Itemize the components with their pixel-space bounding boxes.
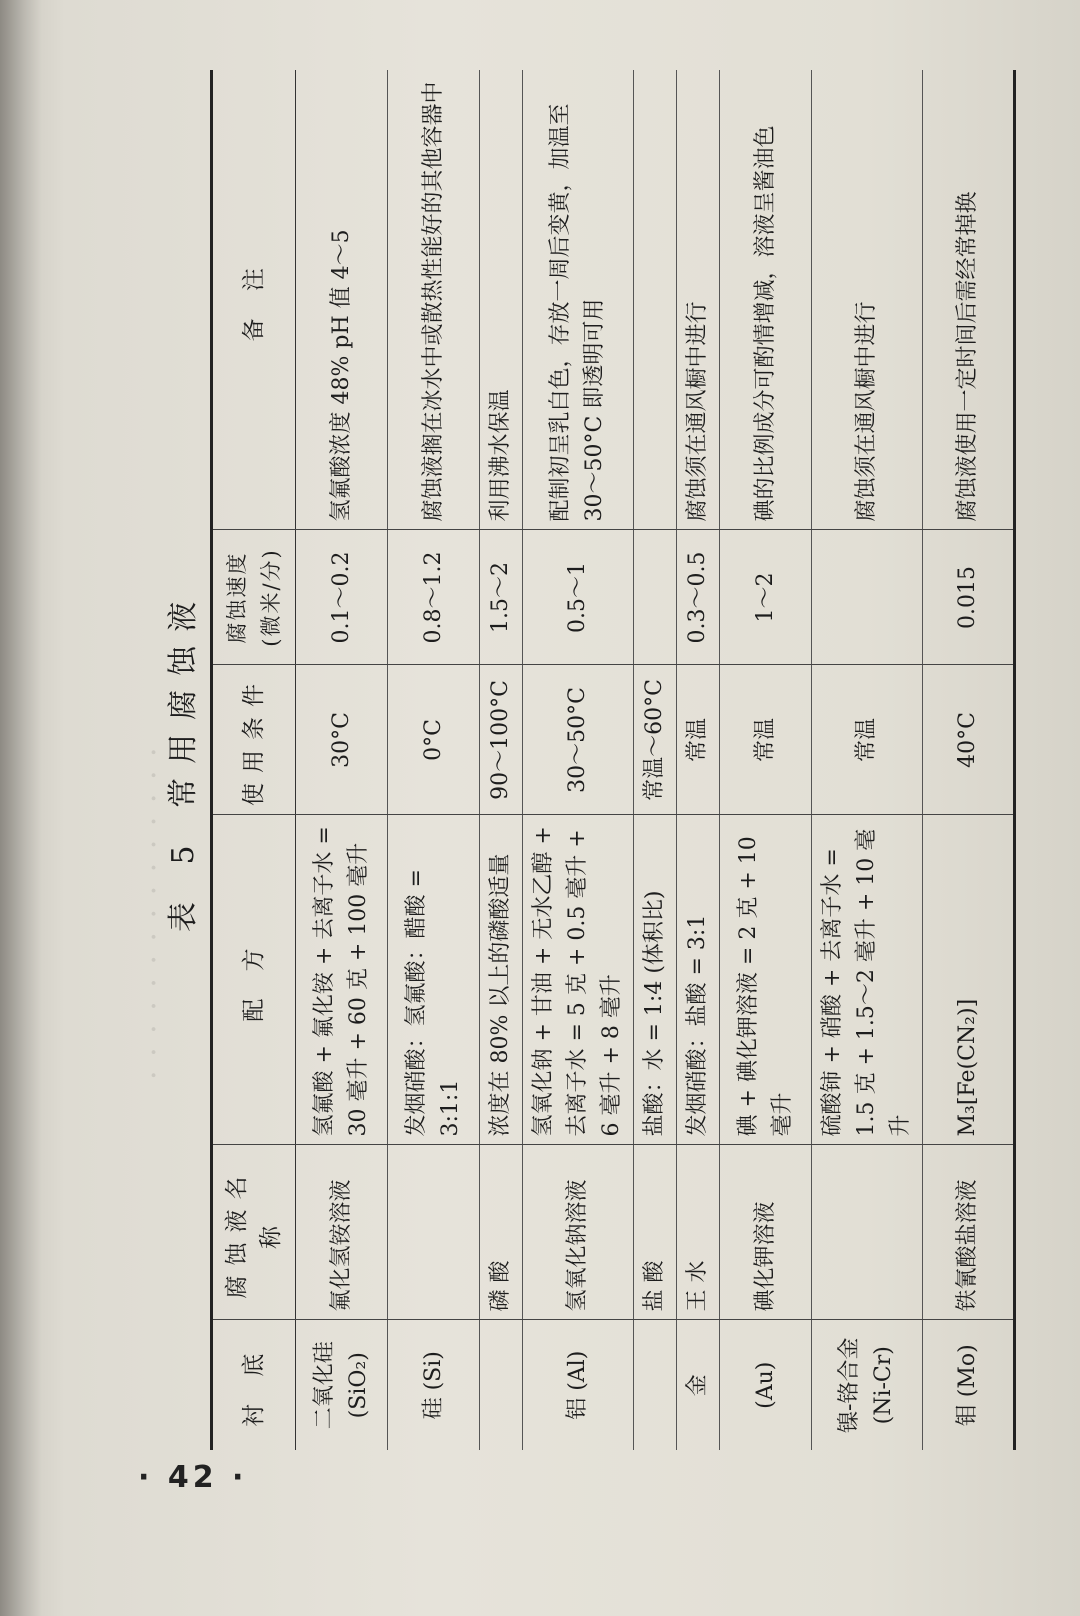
cell-substrate: 铝 (Al) [565, 1350, 590, 1420]
table-row [480, 70, 523, 1450]
show-through-text: . . . . . . . . . . . . . . . [128, 745, 163, 1080]
header-condition: 使用条件 [212, 665, 296, 815]
cell-notes: 腐蚀液使用一定时间后需经常掉换 [923, 70, 1015, 530]
cell-formula: 浓度在 80% 以上的磷酸适量 [480, 815, 523, 1145]
header-substrate: 衬 底 [241, 1343, 267, 1427]
table-row [388, 70, 480, 1450]
cell-condition: 常温 [812, 665, 923, 815]
header-notes: 备 注 [212, 70, 296, 530]
cell-condition: 0°C [388, 665, 480, 815]
cell-name: 磷 酸 [480, 1145, 523, 1320]
header-formula: 配 方 [212, 815, 296, 1145]
table-row [523, 70, 634, 1450]
table-header-row [212, 70, 296, 1450]
cell-notes: 腐蚀须在通风橱中进行 [812, 70, 923, 530]
table-row [923, 70, 1015, 1450]
cell-condition: 常温 [677, 665, 720, 815]
cell-notes [634, 70, 677, 530]
rotated-table-region [150, 70, 980, 1450]
cell-rate: 1～2 [720, 530, 812, 665]
cell-name: 王 水 [677, 1145, 720, 1320]
header-name: 腐蚀液名称 [212, 1145, 296, 1320]
cell-rate: 0.1～0.2 [296, 530, 388, 665]
cell-formula: 发烟硝酸：盐酸 = 3:1 [677, 815, 720, 1145]
cell-notes: 腐蚀液搁在冰水中或散热性能好的其他容器中 [388, 70, 480, 530]
table-row [296, 70, 388, 1450]
cell-formula: 氢氧化钠 + 甘油 + 无水乙醇 + 去离子水 = 5 克 + 0.5 毫升 + 6 毫升 + 8 毫升 [523, 815, 634, 1145]
cell-notes: 利用沸水保温 [480, 70, 523, 530]
cell-name: 氟化氢铵溶液 [296, 1145, 388, 1320]
cell-substrate: 镍-铬合金 (Ni-Cr) [837, 1337, 896, 1433]
page-number: · 42 · [138, 1460, 248, 1495]
cell-notes: 腐蚀须在通风橱中进行 [677, 70, 720, 530]
cell-formula: 碘 + 碘化钾溶液 = 2 克 + 10 毫升 [720, 815, 812, 1145]
cell-rate: 0.015 [923, 530, 1015, 665]
cell-substrate [634, 1320, 677, 1450]
cell-name: 碘化钾溶液 [720, 1145, 812, 1320]
cell-condition: 30～50°C [523, 665, 634, 815]
cell-name: 铁氰酸盐溶液 [923, 1145, 1015, 1320]
table-row [720, 70, 812, 1450]
cell-rate: 1.5～2 [480, 530, 523, 665]
cell-condition: 40°C [923, 665, 1015, 815]
cell-name [388, 1145, 480, 1320]
cell-notes: 配制初呈乳白色，存放一周后变黄，加温至 30～50°C 即透明可用 [523, 70, 634, 530]
cell-notes: 碘的比例成分可酌情增减，溶液呈酱油色 [720, 70, 812, 530]
cell-rate [634, 530, 677, 665]
cell-substrate [480, 1320, 523, 1450]
cell-substrate: 硅 (Si) [420, 1351, 446, 1420]
table-row [634, 70, 677, 1450]
cell-condition: 常温 [720, 665, 812, 815]
cell-rate [812, 530, 923, 665]
cell-condition: 90～100°C [480, 665, 523, 815]
table-row [677, 70, 720, 1450]
cell-name: 盐 酸 [634, 1145, 677, 1320]
cell-condition: 30°C [296, 665, 388, 815]
cell-formula: 盐酸：水 = 1:4 (体积比) [634, 815, 677, 1145]
etchant-table [210, 70, 1016, 1450]
cell-formula: 氢氟酸 + 氟化铵 + 去离子水 = 30 毫升 + 60 克 + 100 毫升 [296, 815, 388, 1145]
cell-rate: 0.8～1.2 [388, 530, 480, 665]
cell-substrate: 二氧化硅 (SiO₂) [311, 1341, 371, 1430]
cell-formula: 发烟硝酸：氢氟酸：醋酸 = 3:1:1 [388, 815, 480, 1145]
cell-rate: 0.3～0.5 [677, 530, 720, 665]
cell-notes: 氢氟酸浓度 48% pH 值 4～5 [296, 70, 388, 530]
cell-formula: 硫酸铈 + 硝酸 + 去离子水 = 1.5 克 + 1.5～2 毫升 + 10 毫升 [812, 815, 923, 1145]
cell-rate: 0.5～1 [523, 530, 634, 665]
table-row [812, 70, 923, 1450]
cell-name: 氢氧化钠溶液 [523, 1145, 634, 1320]
cell-substrate: (Au) [752, 1361, 778, 1409]
cell-formula: M₃[Fe(CN₂)] [923, 815, 1015, 1145]
table-caption: 表 5 常用腐蚀液 [166, 587, 201, 933]
cell-name [812, 1145, 923, 1320]
cell-substrate: 金 [685, 1374, 710, 1397]
cell-substrate: 钼 (Mo) [955, 1344, 980, 1427]
book-gutter [0, 0, 42, 1616]
cell-condition: 常温～60°C [634, 665, 677, 815]
header-rate: 腐蚀速度 (微米/分) [212, 530, 296, 665]
